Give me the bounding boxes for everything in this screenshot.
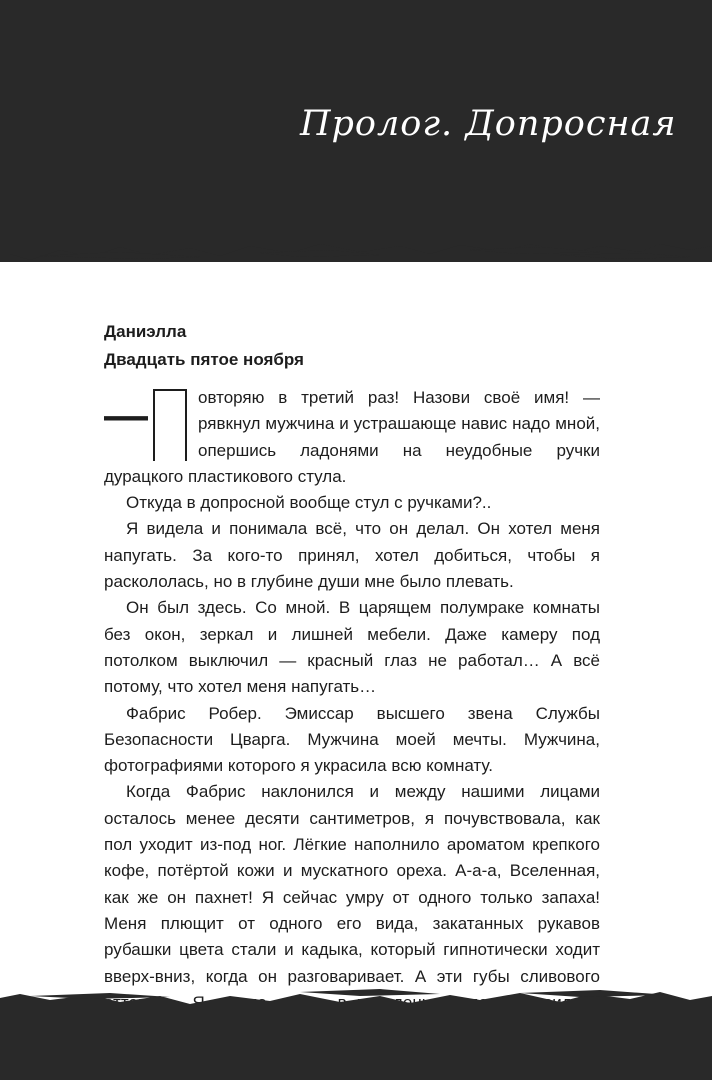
pov-character: Даниэлла xyxy=(104,322,187,341)
drop-cap xyxy=(150,387,190,463)
paragraph: Когда Фабрис наклонился и между нашими лицами осталось менее десяти сантиметров, я почувствовала, как пол уходит из-под ног. Лёгкие наполнило ароматом крепкого кофе, потёртой кожи и мускатного ореха. А-а-а, Вселенная, как же он пахнет! Я сейчас умру от одного только запаха! Меня плющит от одного его вида, закатанных рукавов рубашки цвета стали и кадыка, который гипнотически ходит вверх-вниз, когда он разговаривает. А эти губы сливового xyxy=(104,782,600,986)
footer-band xyxy=(0,1006,712,1080)
paragraph: Я видела и понимала всё, что он делал. Он хотел меня напугать. За кого-то принял, хотел добиться, чтобы я раскололась, но в глубине души мне было плевать. xyxy=(104,519,600,592)
first-paragraph-text: овторяю в третий раз! Назови своё имя! — рявкнул мужчина и устрашающе навис надо мной, опершись ладонями на неудобные ручки дурацкого пластикового стула. xyxy=(104,388,600,486)
paragraph: Фабрис Робер. Эмиссар высшего звена Службы Безопасности Цварга. Мужчина моей мечты. Мужчина, фотографиями которого я украсила всю комнату. xyxy=(104,703,600,776)
paragraph: Откуда в допросной вообще стул с ручками?.. xyxy=(126,493,492,513)
dialogue-dash: — xyxy=(104,391,148,440)
header-brush-edge xyxy=(0,226,712,286)
drop-cap-glyph xyxy=(150,387,190,463)
paragraph: Он был здесь. Со мной. В царящем полумраке комнаты без окон, зеркал и лишней мебели. Даже камеру под потолком выключил — красный глаз не работал… А всё потому, что хотел меня напугать… xyxy=(104,598,600,697)
chapter-date: Двадцать пятое ноября xyxy=(104,350,304,369)
paragraph xyxy=(104,385,600,490)
chapter-title: Пролог. Допросная xyxy=(300,104,677,144)
chapter-meta xyxy=(104,318,624,374)
body-text xyxy=(104,385,600,1042)
